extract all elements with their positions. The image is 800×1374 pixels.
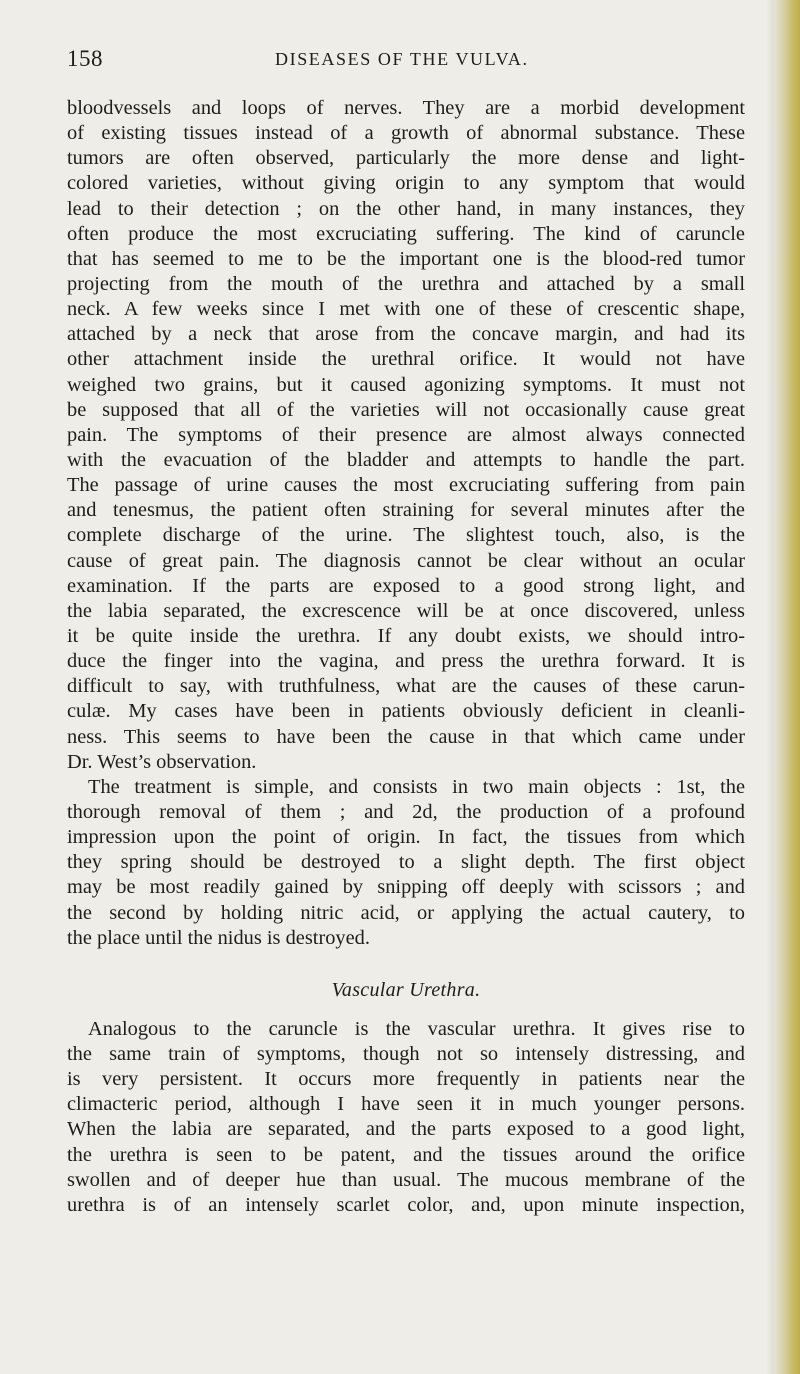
text-line: may be most readily gained by snipping off deeply with scissors ; and [67, 876, 745, 899]
text-line: attached by a neck that arose from the concave margin, and had its [67, 323, 745, 346]
text-line: urethra is of an intensely scarlet color, and, upon minute inspection, [67, 1193, 745, 1216]
text-line: When the labia are separated, and the parts exposed to a good light, [67, 1118, 745, 1141]
section-heading: Vascular Urethra. [331, 978, 481, 1001]
text-line: culæ. My cases have been in patients obviously deficient in cleanli- [67, 700, 745, 723]
page-edge [774, 0, 800, 1374]
text-line: the labia separated, the excrescence will be at once discovered, unless [67, 599, 745, 622]
text-line: other attachment inside the urethral orifice. It would not have [67, 348, 745, 371]
text-line: is very persistent. It occurs more frequently in patients near the [67, 1068, 745, 1091]
text-line: the second by holding nitric acid, or applying the actual cautery, to [67, 901, 745, 924]
text-line: weighed two grains, but it caused agonizing symptoms. It must not [67, 373, 745, 396]
text-line: Dr. West’s observation. [67, 750, 257, 773]
text-line: of existing tissues instead of a growth of abnormal substance. These [67, 122, 745, 145]
text-line: the place until the nidus is destroyed. [67, 926, 370, 949]
paragraph-caruncle-description [67, 96, 745, 775]
text-line: often produce the most excruciating suffering. The kind of caruncle [67, 222, 745, 245]
text-line: The treatment is simple, and consists in two main objects : 1st, the [88, 775, 745, 798]
text-line: impression upon the point of origin. In fact, the tissues from which [67, 826, 745, 849]
paragraph-vascular-urethra [67, 1017, 745, 1218]
text-line: ness. This seems to have been the cause in that which came under [67, 725, 745, 748]
text-line: duce the finger into the vagina, and press the urethra forward. It is [67, 650, 745, 673]
text-line: complete discharge of the urine. The slightest touch, also, is the [67, 524, 745, 547]
page-number: 158 [67, 46, 103, 71]
text-line: swollen and of deeper hue than usual. The mucous membrane of the [67, 1168, 745, 1191]
text-line: lead to their detection ; on the other hand, in many instances, they [67, 197, 745, 220]
text-line: climacteric period, although I have seen it in much younger persons. [67, 1093, 745, 1116]
text-line: Analogous to the caruncle is the vascular urethra. It gives rise to [88, 1017, 745, 1040]
text-line: thorough removal of them ; and 2d, the production of a profound [67, 800, 745, 823]
text-line: that has seemed to me to be the important one is the blood-red tumor [67, 247, 745, 270]
text-line: it be quite inside the urethra. If any doubt exists, we should intro- [67, 624, 745, 647]
text-line: be supposed that all of the varieties will not occasionally cause great [67, 398, 745, 421]
text-line: colored varieties, without giving origin to any symptom that would [67, 172, 745, 195]
text-line: tumors are often observed, particularly the more dense and light- [67, 147, 745, 170]
text-line: they spring should be destroyed to a slight depth. The first object [67, 851, 745, 874]
text-line: with the evacuation of the bladder and attempts to handle the part. [67, 448, 745, 471]
text-line: projecting from the mouth of the urethra and attached by a small [67, 272, 745, 295]
text-line: bloodvessels and loops of nerves. They are a morbid development [67, 97, 745, 119]
page-header [67, 46, 745, 76]
text-line: the urethra is seen to be patent, and the tissues around the orifice [67, 1143, 745, 1166]
text-line: The passage of urine causes the most excruciating suffering from pain [67, 474, 745, 497]
text-line: neck. A few weeks since I met with one of these of crescentic shape, [67, 298, 745, 321]
text-line: difficult to say, with truthfulness, what are the causes of these carun- [67, 675, 745, 698]
paragraph-treatment [67, 775, 745, 951]
text-line: the same train of symptoms, though not so intensely distressing, and [67, 1043, 745, 1066]
text-line: cause of great pain. The diagnosis cannot be clear without an ocular [67, 549, 745, 572]
page-body [67, 96, 745, 1218]
page-edge-shadow [766, 0, 774, 1374]
text-line: pain. The symptoms of their presence are almost always connected [67, 423, 745, 446]
running-head: DISEASES OF THE VULVA. [275, 49, 529, 69]
text-line: examination. If the parts are exposed to a good strong light, and [67, 574, 745, 597]
text-line: and tenesmus, the patient often straining for several minutes after the [67, 499, 745, 522]
